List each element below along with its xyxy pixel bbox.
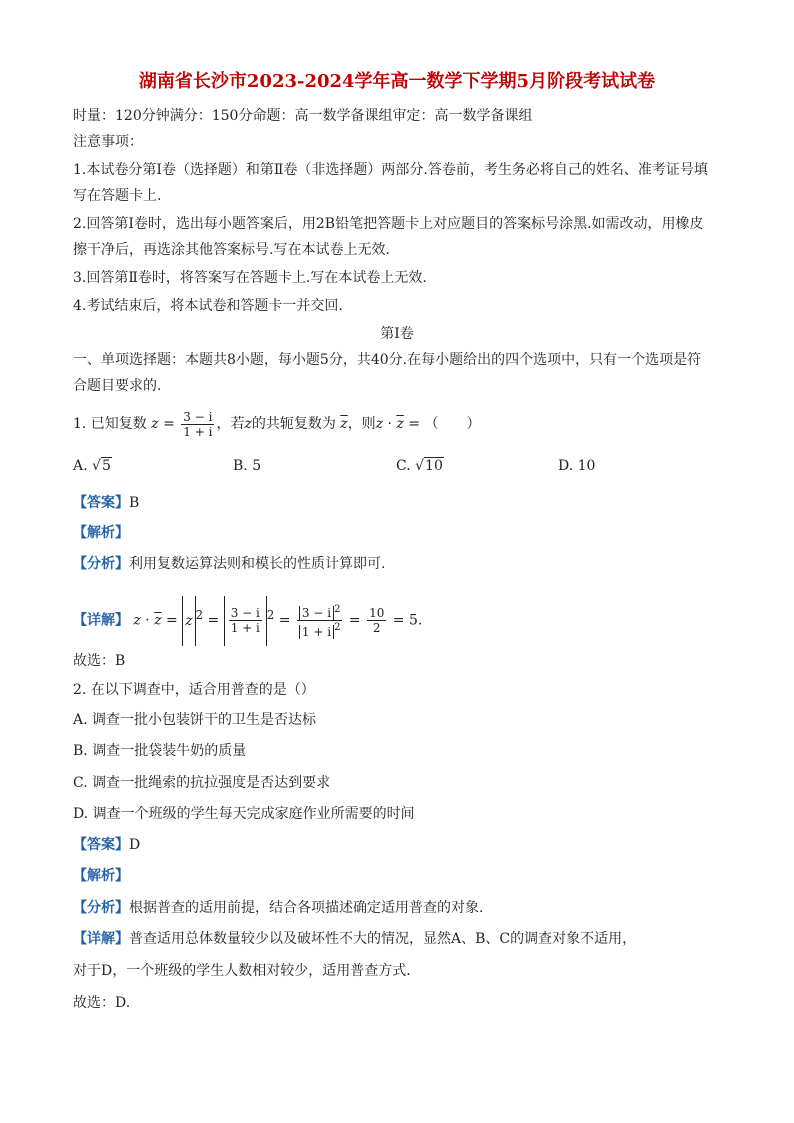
sqrt: √5: [92, 458, 111, 474]
q1-option-a: A. √5: [73, 458, 111, 474]
q1-option-c: C. √10: [396, 458, 443, 474]
q2-analysis-tag: 【解析】: [73, 868, 129, 884]
notice-title: 注意事项：: [73, 134, 143, 150]
q2-option-c: C. 调查一批绳索的抗拉强度是否达到要求: [73, 775, 331, 791]
notice-line: 写在答题卡上.: [73, 188, 162, 204]
q1-fenxi: 【分析】利用复数运算法则和模长的性质计算即可.: [73, 556, 386, 572]
q2-detail: 【详解】普查适用总体数量较少以及破坏性不大的情况，显然A、B、C的调查对象不适用，: [73, 931, 637, 947]
part-intro: 一、单项选择题：本题共8小题，每小题5分，共40分.在每小题给出的四个选项中，只有一个选项是符: [73, 352, 702, 368]
q2-choose: 故选：D.: [73, 995, 131, 1011]
page-title: 湖南省长沙市2023-2024学年高一数学下学期5月阶段考试试卷: [138, 71, 656, 92]
q1-detail: 【详解】 $z \cdot \overline{z} = z$ $^2$ = $\frac{3 - i}{1 + i}$ $^2$ = $\frac{3 - i ^2}{1 + i ^2}$ = $\frac{10}{2}$ = 5.: [73, 590, 422, 646]
notice-line: 擦干净后，再选涂其他答案标号.写在本试卷上无效.: [73, 242, 390, 258]
q1-option-b: B. 5: [233, 458, 262, 474]
q1-option-d: D. 10: [558, 458, 596, 474]
part-intro: 合题目要求的.: [73, 378, 162, 394]
notice-line: 2.回答第Ⅰ卷时，选出每小题答案后，用2B铅笔把答题卡上对应题目的答案标号涂黑.如需改动，用橡皮: [73, 216, 704, 232]
q2-option-b: B. 调查一批袋装牛奶的质量: [73, 743, 247, 759]
sqrt: √10: [415, 458, 443, 474]
notice-line: 1.本试卷分第Ⅰ卷（选择题）和第Ⅱ卷（非选择题）两部分.答卷前，考生务必将自己的姓名、准考证号填: [73, 162, 708, 178]
q1-analysis-tag: 【解析】: [73, 525, 129, 541]
q2-fenxi: 【分析】根据普查的适用前提，结合各项描述确定适用普查的对象.: [73, 900, 484, 916]
q1-answer: 【答案】B: [73, 495, 140, 511]
notice-line: 4.考试结束后，将本试卷和答题卡一并交回.: [73, 298, 343, 314]
notice-line: 3.回答第Ⅱ卷时，将答案写在答题卡上.写在本试卷上无效.: [73, 270, 427, 286]
fraction: $\frac{3 - i}{1 + i}$: [183, 409, 213, 439]
question-2-stem: 2. 在以下调查中，适合用普查的是（）: [73, 682, 315, 698]
question-1-stem: 1. 已知复数 z = $\frac{3 - i}{1 + i}$ ，若z的共轭复数为 $\overline{z}$，则$z \cdot \overline{z}$ = （ ）: [73, 409, 481, 439]
section-title: 第Ⅰ卷: [380, 326, 414, 342]
q2-option-a: A. 调查一批小包装饼干的卫生是否达标: [73, 712, 317, 728]
exam-meta: 时量：120分钟满分：150分命题：高一数学备课组审定：高一数学备课组: [73, 108, 533, 124]
q2-answer: 【答案】D: [73, 837, 141, 853]
q1-choose: 故选：B: [73, 653, 126, 669]
q2-detail-cont: 对于D，一个班级的学生人数相对较少，适用普查方式.: [73, 963, 411, 979]
q2-option-d: D. 调查一个班级的学生每天完成家庭作业所需要的时间: [73, 806, 415, 822]
